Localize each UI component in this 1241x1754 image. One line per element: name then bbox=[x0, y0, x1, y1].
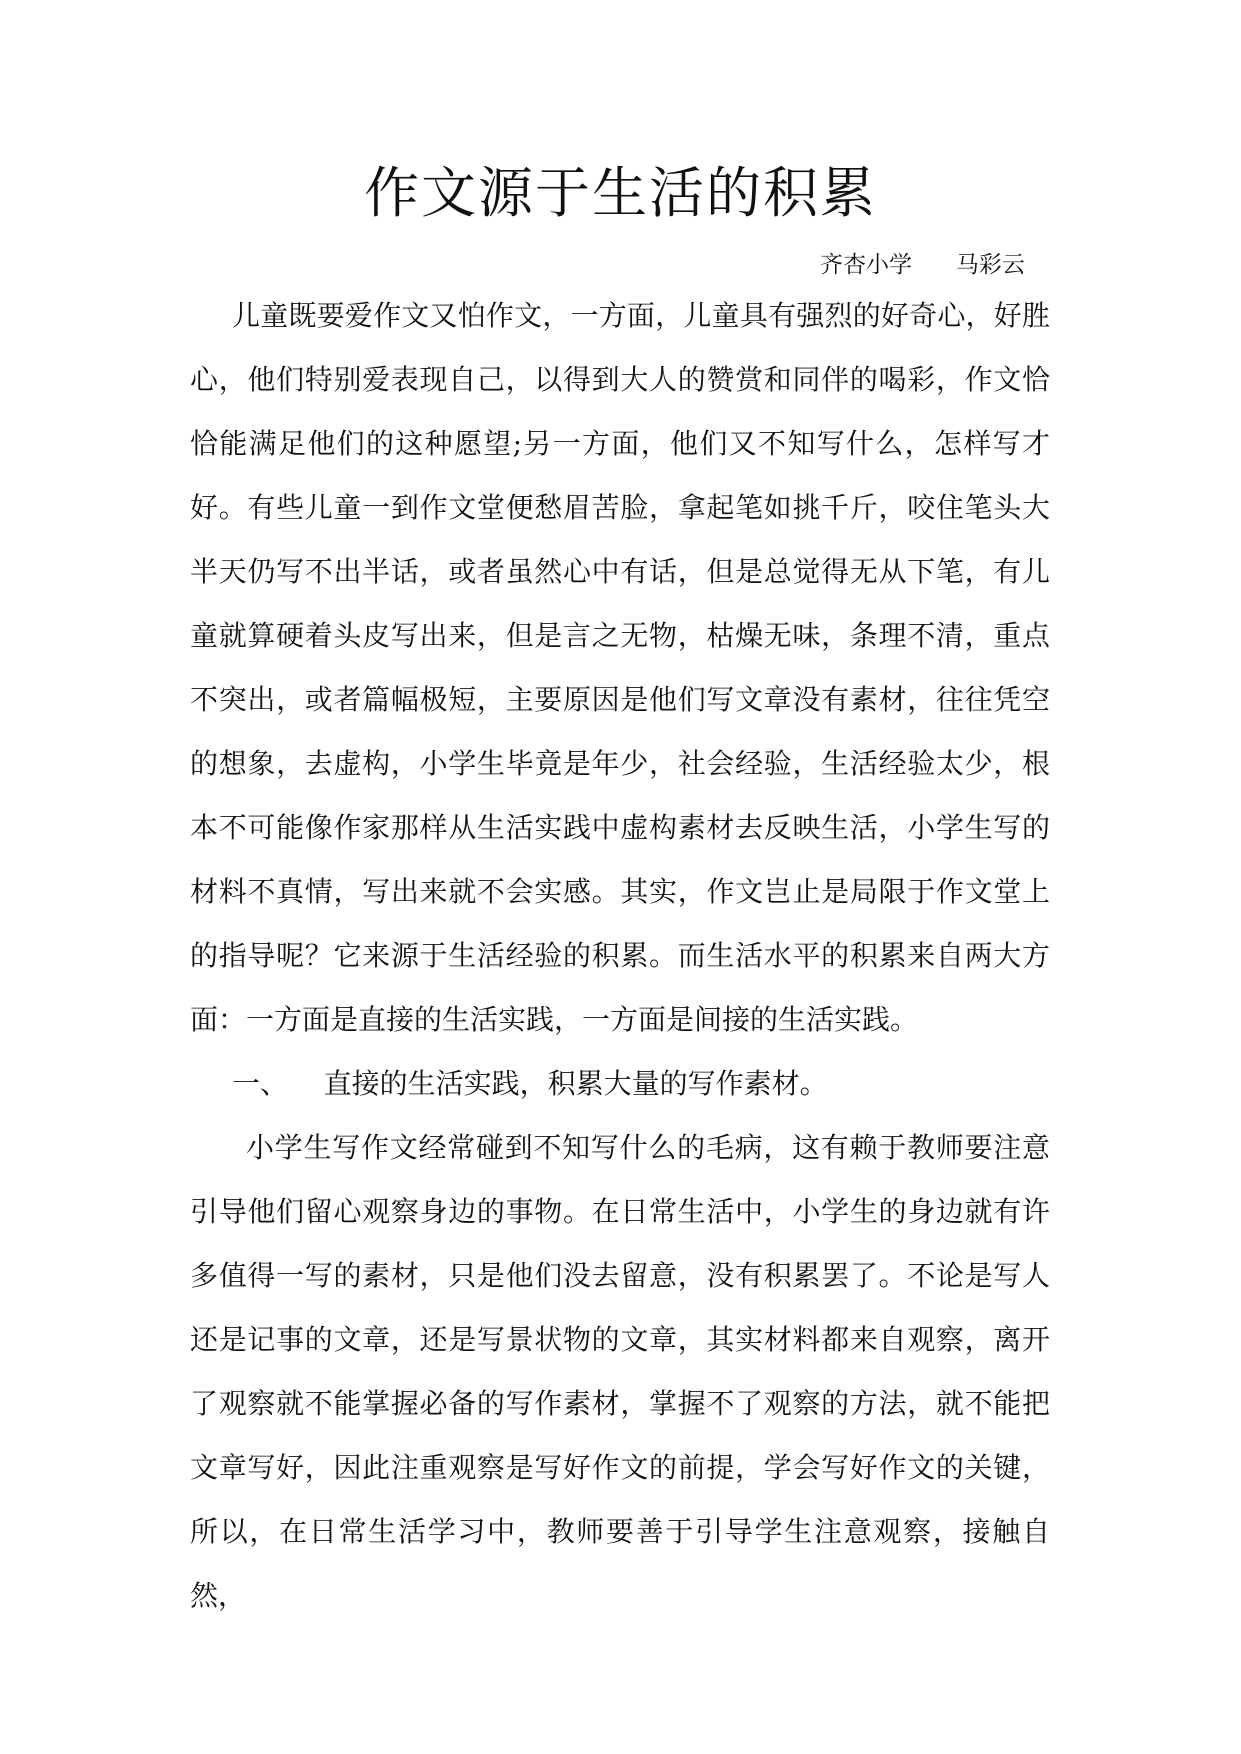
document-body bbox=[190, 284, 1050, 1628]
body-paragraph-1: 儿童既要爱作文又怕作文，一方面，儿童具有强烈的好奇心，好胜心，他们特别爱表现自己，以得到大人的赞赏和同伴的喝彩，作文恰恰能满足他们的这种愿望;另一方面，他们又不知写什么，怎样写才好。有些儿童一到作文堂便愁眉苦脸，拿起笔如挑千斤，咬住笔头大半天仍写不出半话，或者虽然心中有话，但是总觉得无从下笔，有儿童就算硬着头皮写出来，但是言之无物，枯燥无味，条理不清，重点不突出，或者篇幅极短，主要原因是他们写文章没有素材，往往凭空的想象，去虚构，小学生毕竟是年少，社会经验，生活经验太少，根本不可能像作家那样从生活实践中虚构素材去反映生活，小学生写的材料不真情，写出来就不会实感。其实，作文岂止是局限于作文堂上的指导呢？它来源于生活经验的积累。而生活水平的积累来自两大方面：一方面是直接的生活实践，一方面是间接的生活实践。 bbox=[190, 299, 1050, 1036]
document-title: 作文源于生活的积累 bbox=[363, 161, 877, 225]
section-heading-1: 一、 直接的生活实践，积累大量的写作素材。 bbox=[232, 1067, 828, 1100]
body-paragraph-2: 小学生写作文经常碰到不知写什么的毛病，这有赖于教师要注意引导他们留心观察身边的事物。在日常生活中，小学生的身边就有许多值得一写的素材，只是他们没去留意，没有积累罢了。不论是写人还是记事的文章，还是写景状物的文章，其实材料都来自观察，离开了观察就不能掌握必备的写作素材，掌握不了观察的方法，就不能把文章写好，因此注重观察是写好作文的前提，学会写好作文的关键，所以，在日常生活学习中，教师要善于引导学生注意观察，接触自然， bbox=[190, 1131, 1050, 1612]
author-byline: 齐杏小学 马彩云 bbox=[820, 252, 1025, 278]
